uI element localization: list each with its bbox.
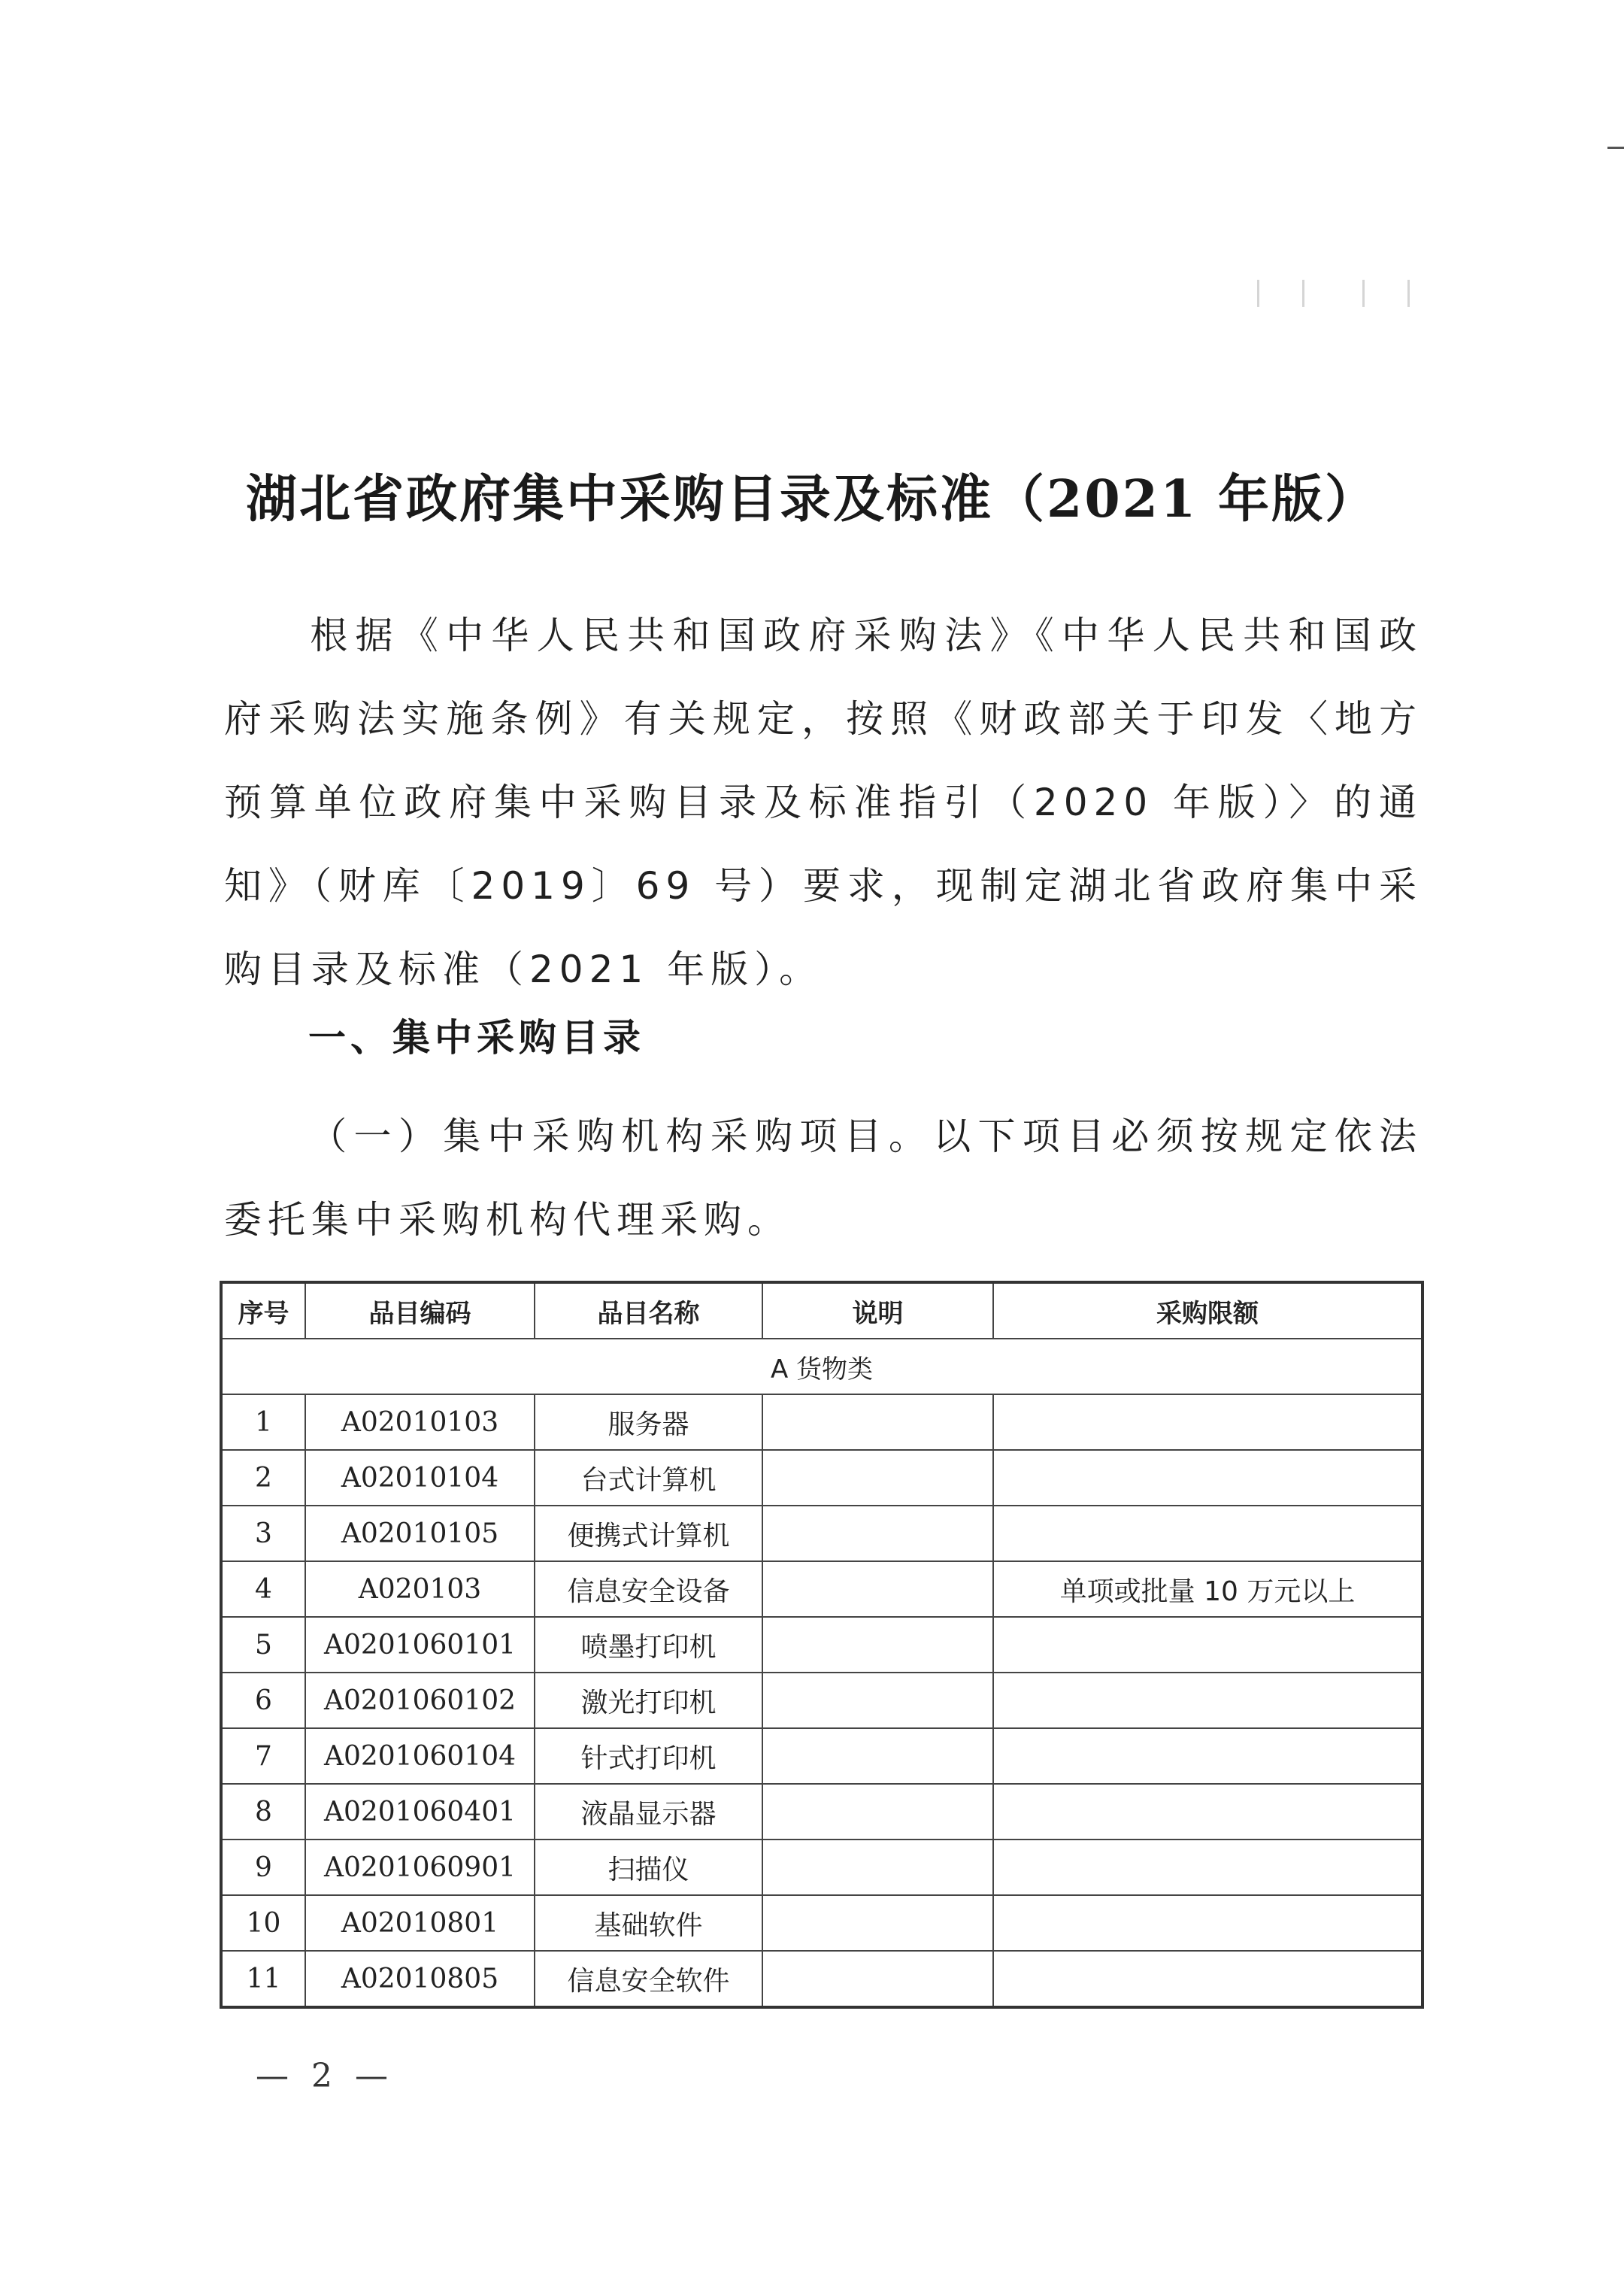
cell-item-code: A02010105 [305, 1506, 535, 1561]
cell-description [762, 1895, 993, 1951]
cell-purchase-limit [993, 1617, 1423, 1673]
cell-item-name: 信息安全软件 [535, 1951, 762, 2007]
table-row [221, 1561, 1423, 1617]
cell-serial: 11 [221, 1951, 305, 2007]
cell-item-name: 针式打印机 [535, 1728, 762, 1784]
cell-item-code: A02010104 [305, 1450, 535, 1506]
cell-serial: 7 [221, 1728, 305, 1784]
cell-item-code: A02010103 [305, 1394, 535, 1450]
cell-item-code: A0201060901 [305, 1840, 535, 1895]
cell-description [762, 1394, 993, 1450]
table-row [221, 1784, 1423, 1840]
cell-serial: 9 [221, 1840, 305, 1895]
header-description: 说明 [762, 1282, 993, 1339]
table-row [221, 1728, 1423, 1784]
page-number: — 2 — [256, 2057, 394, 2095]
cell-purchase-limit: 单项或批量 10 万元以上 [993, 1561, 1423, 1617]
scan-edge-mark [1607, 147, 1624, 149]
cell-description [762, 1840, 993, 1895]
cell-serial: 1 [221, 1394, 305, 1450]
cell-purchase-limit [993, 1895, 1423, 1951]
cell-item-code: A020103 [305, 1561, 535, 1617]
cell-item-name: 喷墨打印机 [535, 1617, 762, 1673]
cell-purchase-limit [993, 1840, 1423, 1895]
cell-description [762, 1784, 993, 1840]
cell-serial: 6 [221, 1673, 305, 1728]
cell-description [762, 1617, 993, 1673]
cell-item-code: A02010805 [305, 1951, 535, 2007]
intro-paragraph-text: 根据《中华人民共和国政府采购法》《中华人民共和国政府采购法实施条例》有关规定，按照《财政部关于印发〈地方预算单位政府集中采购目录及标准指引（2020 年版）〉的通知》（财库〔2019〕69 号）要求，现制定湖北省政府集中采购目录及标准（2021 年版）。 [224, 614, 1423, 991]
cell-item-name: 信息安全设备 [535, 1561, 762, 1617]
table-row [221, 1394, 1423, 1450]
cell-purchase-limit [993, 1951, 1423, 2007]
table-row [221, 1506, 1423, 1561]
cell-purchase-limit [993, 1728, 1423, 1784]
table-row [221, 1617, 1423, 1673]
table-row [221, 1673, 1423, 1728]
cell-purchase-limit [993, 1506, 1423, 1561]
table-row [221, 1840, 1423, 1895]
cell-serial: 10 [221, 1895, 305, 1951]
document-title: 湖北省政府集中采购目录及标准（2021 年版） [246, 469, 1378, 529]
cell-serial: 3 [221, 1506, 305, 1561]
cell-item-name: 服务器 [535, 1394, 762, 1450]
cell-item-name: 便携式计算机 [535, 1506, 762, 1561]
cell-serial: 4 [221, 1561, 305, 1617]
table-header-row [221, 1282, 1423, 1339]
cell-purchase-limit [993, 1394, 1423, 1450]
cell-serial: 8 [221, 1784, 305, 1840]
cell-item-name: 扫描仪 [535, 1840, 762, 1895]
table-row [221, 1895, 1423, 1951]
cell-description [762, 1506, 993, 1561]
cell-purchase-limit [993, 1784, 1423, 1840]
cell-item-code: A0201060104 [305, 1728, 535, 1784]
cell-serial: 2 [221, 1450, 305, 1506]
category-row [221, 1339, 1423, 1394]
cell-item-code: A0201060102 [305, 1673, 535, 1728]
cell-item-name: 台式计算机 [535, 1450, 762, 1506]
cell-item-name: 液晶显示器 [535, 1784, 762, 1840]
cell-purchase-limit [993, 1673, 1423, 1728]
cell-description [762, 1951, 993, 2007]
header-item-code: 品目编码 [305, 1282, 535, 1339]
subsection-paragraph [224, 1095, 1423, 1262]
cell-description [762, 1450, 993, 1506]
cell-purchase-limit [993, 1450, 1423, 1506]
cell-description [762, 1728, 993, 1784]
header-purchase-limit: 采购限额 [993, 1282, 1423, 1339]
procurement-catalog-table [220, 1281, 1424, 2009]
cell-item-name: 激光打印机 [535, 1673, 762, 1728]
cell-item-name: 基础软件 [535, 1895, 762, 1951]
table-row [221, 1951, 1423, 2007]
scan-artifact-marks [1257, 280, 1430, 307]
cell-item-code: A02010801 [305, 1895, 535, 1951]
subsection-paragraph-text: （一）集中采购机构采购项目。以下项目必须按规定依法委托集中采购机构代理采购。 [224, 1115, 1423, 1242]
cell-serial: 5 [221, 1617, 305, 1673]
cell-item-code: A0201060101 [305, 1617, 535, 1673]
header-item-name: 品目名称 [535, 1282, 762, 1339]
section-heading-centralized-catalog: 一、集中采购目录 [308, 1016, 645, 1060]
cell-description [762, 1561, 993, 1617]
category-goods: A 货物类 [221, 1339, 1423, 1394]
cell-item-code: A0201060401 [305, 1784, 535, 1840]
intro-paragraph [224, 594, 1423, 1012]
header-serial: 序号 [221, 1282, 305, 1339]
table-row [221, 1450, 1423, 1506]
cell-description [762, 1673, 993, 1728]
